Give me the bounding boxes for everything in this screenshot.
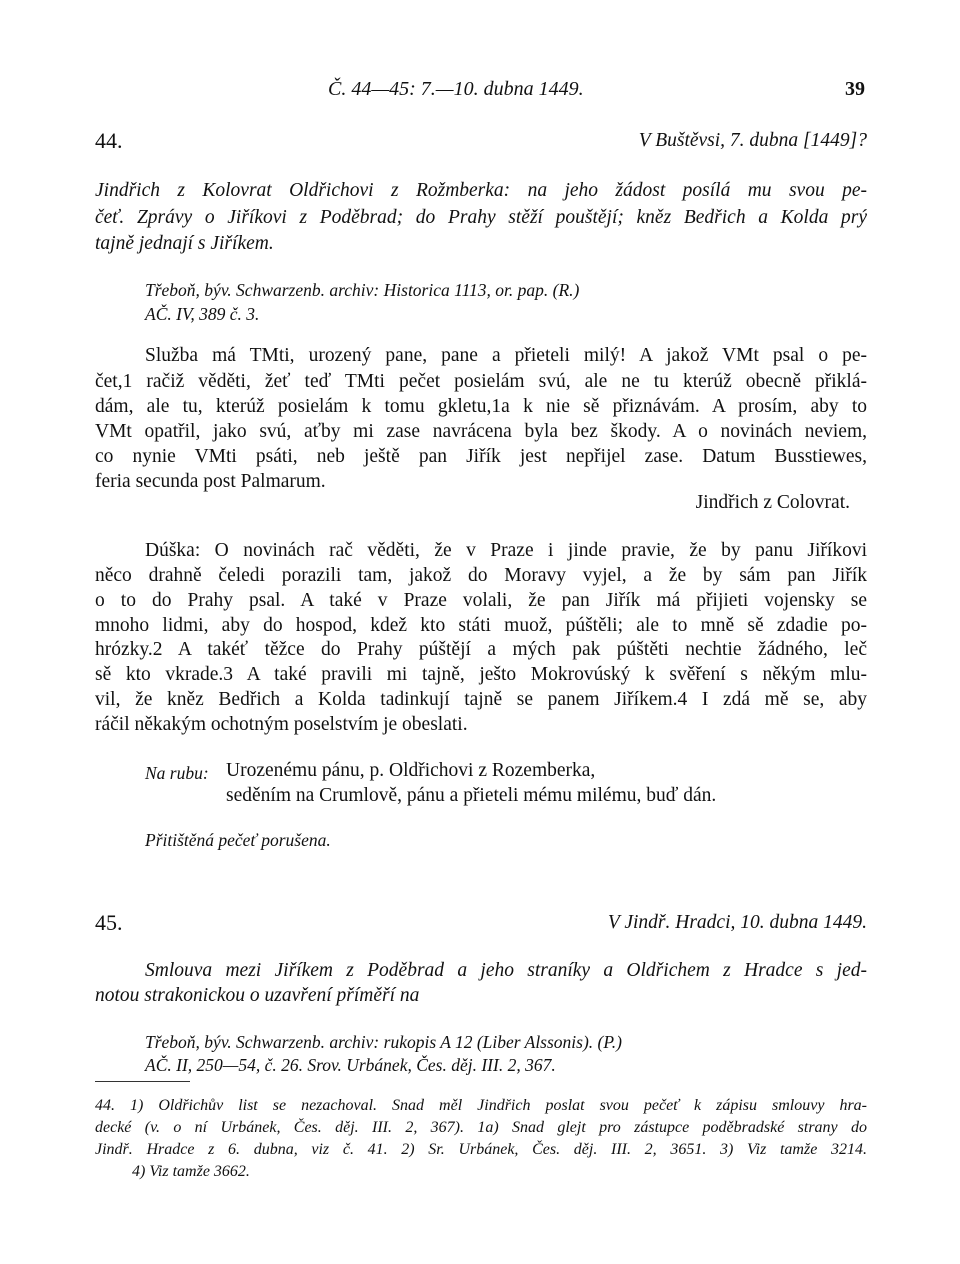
letter-line-2: čet,1 račiž věděti, žeť teď TMti pečet posielám svú, ale ne tu kterúž obecně přiklá- [95, 371, 867, 392]
verso-label: Na rubu: [145, 763, 209, 783]
seal-note: Přitištěná pečeť porušena. [145, 830, 331, 850]
source-45-line-2: AČ. II, 250—54, č. 26. Srov. Urbánek, Čes. děj. III. 2, 367. [145, 1055, 556, 1075]
regest-45-line-1: Smlouva mezi Jiříkem z Poděbrad a jeho straníky a Oldřichem z Hradce s jed- [145, 960, 867, 981]
document-45-place-date: V Jindř. Hradci, 10. dubna 1449. [607, 912, 867, 933]
footnote-line-3: Jindř. Hradce z 6. dubna, viz č. 41. 2) Sr. Urbánek, Čes. děj. III. 2, 3651. 3) Viz tamže 3214. [95, 1141, 867, 1158]
letter-line-3: dám, ale tu, kterúž posielám k tomu gkletu,1a k nie sě přiznávám. A prosím, aby to [95, 396, 867, 417]
letter-line-1: Služba má TMti, urozený pane, pane a přieteli milý! A jakož VMt psal o pe- [145, 345, 867, 366]
verso-line-1: Urozenému pánu, p. Oldřichovi z Rozemberka, [226, 760, 596, 781]
document-number-44: 44. [95, 128, 123, 153]
letter-signature: Jindřich z Colovrat. [695, 492, 850, 513]
footnote-line-4: 4) Viz tamže 3662. [132, 1163, 250, 1180]
footnote-rule [95, 1081, 190, 1082]
postscript-line-8: ráčil někakým ochotným poselstvím je obeslati. [95, 714, 468, 735]
postscript-line-3: o to do Prahy psal. A také v Praze volali, že pan Jiřík má přijieti vojensky se [95, 590, 867, 611]
footnote-line-1: 44. 1) Oldřichův list se nezachoval. Snad měl Jindřich poslat svou pečeť k zápisu smlouvy hra- [95, 1097, 867, 1114]
postscript-line-5: hrózky.2 A takéť těžce do Prahy púštějí a mých pak púštěti nechtie žádného, leč [95, 639, 867, 660]
letter-line-5: co nynie VMti psáti, neb ještě pan Jiřík jest nepřijel zase. Datum Busstiewes, [95, 446, 867, 467]
postscript-line-1: Dúška: O novinách rač věděti, že v Praze i jinde pravie, že by panu Jiříkovi [145, 540, 867, 561]
verso-line-2: seděním na Crumlově, pánu a přieteli mému milému, buď dán. [226, 785, 717, 806]
footnote-line-2: decké (v. o ní Urbánek, Čes. děj. III. 2, 367). 1a) Snad glejt pro zástupce poděbradské strany do [95, 1119, 867, 1136]
document-44-place-date: V Buštěvsi, 7. dubna [1449]? [638, 130, 867, 151]
running-header: Č. 44—45: 7.—10. dubna 1449. [328, 78, 584, 100]
postscript-line-6: sě kto vkrade.3 A také pravili mi tajně, ješto Mokrovúský k svěření s někým mlu- [95, 664, 867, 685]
postscript-line-4: mnoho lidmi, aby do hospod, kdež kto státi muož, púštěli; ale to mně sě zdadie po- [95, 615, 867, 636]
letter-line-4: VMt opatřil, jako svú, aťby mi zase navrácena byla bez škody. A o novinách neviem, [95, 421, 867, 442]
regest-44-line-1: Jindřich z Kolovrat Oldřichovi z Rožmberka: na jeho žádost posílá mu svou pe- [95, 180, 867, 201]
source-44-line-1: Třeboň, býv. Schwarzenb. archiv: Historica 1113, or. pap. (R.) [145, 280, 580, 300]
regest-45-line-2: notou strakonickou o uzavření příměří na [95, 985, 420, 1006]
source-44-line-2: AČ. IV, 389 č. 3. [145, 304, 260, 324]
postscript-line-2: něco drahně čeledi porazili tam, jakož do Moravy vyjel, a že by sám pan Jiřík [95, 565, 867, 586]
source-45-line-1: Třeboň, býv. Schwarzenb. archiv: rukopis A 12 (Liber Alssonis). (P.) [145, 1032, 623, 1052]
document-number-45: 45. [95, 910, 123, 935]
letter-line-6: feria secunda post Palmarum. [95, 471, 326, 492]
regest-44-line-3: tajně jednají s Jiříkem. [95, 233, 274, 254]
postscript-line-7: vil, že kněz Bedřich a Kolda tadinkují tajně se panem Jiříkem.4 I zdá mě se, aby [95, 689, 867, 710]
page-number: 39 [845, 78, 865, 100]
regest-44-line-2: čeť. Zprávy o Jiříkovi z Poděbrad; do Prahy stěží pouštějí; kněz Bedřich a Kolda prý [95, 207, 867, 228]
